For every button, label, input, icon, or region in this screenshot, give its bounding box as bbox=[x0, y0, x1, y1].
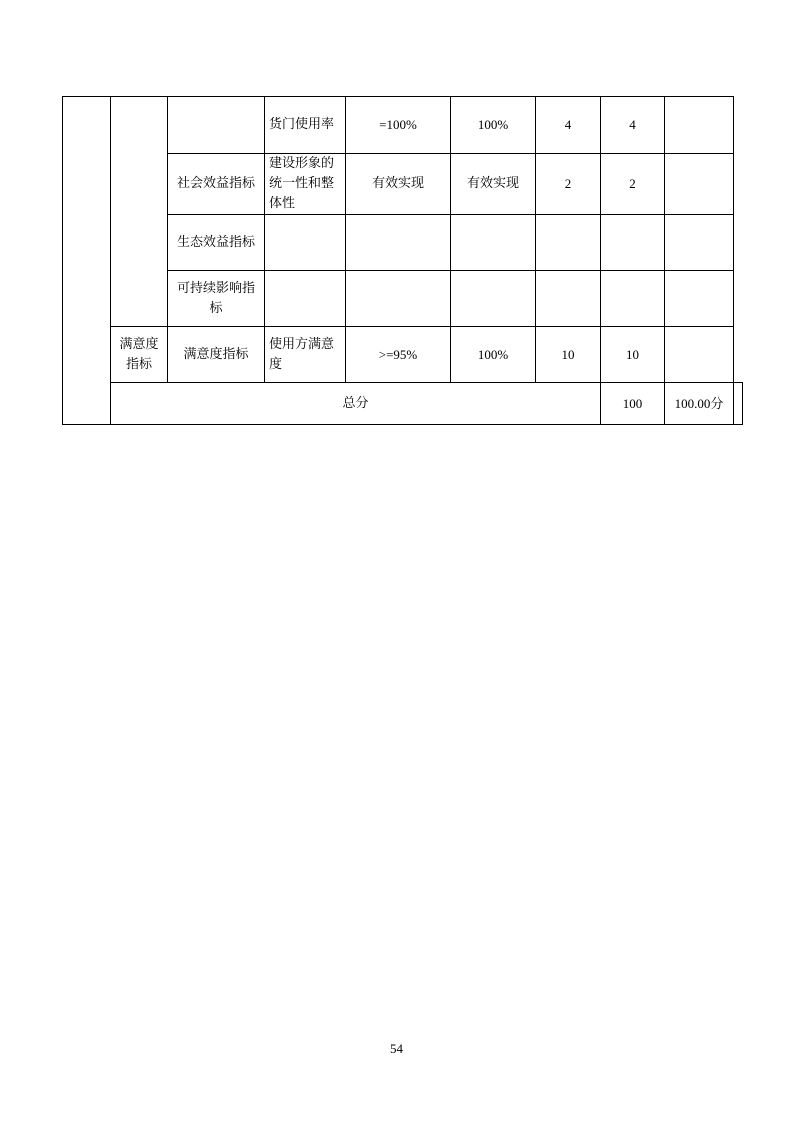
total-row bbox=[63, 383, 743, 425]
indicator-cell bbox=[168, 97, 265, 154]
weight-cell: 4 bbox=[536, 97, 601, 154]
weight-cell: 2 bbox=[536, 154, 601, 215]
weight-cell bbox=[536, 271, 601, 327]
category-cell: 满意度指标 bbox=[111, 327, 168, 383]
note-cell bbox=[665, 271, 734, 327]
indicator-cell: 生态效益指标 bbox=[168, 215, 265, 271]
target-cell: >=95% bbox=[346, 327, 451, 383]
note-cell bbox=[665, 215, 734, 271]
note-cell bbox=[665, 327, 734, 383]
target-cell: =100% bbox=[346, 97, 451, 154]
performance-table-wrap bbox=[62, 96, 743, 425]
score-cell: 2 bbox=[601, 154, 665, 215]
target-cell bbox=[346, 271, 451, 327]
indicator-cell: 社会效益指标 bbox=[168, 154, 265, 215]
target-cell bbox=[346, 215, 451, 271]
actual-cell bbox=[451, 271, 536, 327]
score-cell bbox=[601, 215, 665, 271]
weight-cell bbox=[536, 215, 601, 271]
actual-cell: 100% bbox=[451, 97, 536, 154]
actual-cell: 有效实现 bbox=[451, 154, 536, 215]
total-label: 总分 bbox=[111, 383, 601, 425]
performance-table bbox=[62, 96, 743, 425]
indicator-cell: 可持续影响指标 bbox=[168, 271, 265, 327]
metric-cell: 建设形象的统一性和整体性 bbox=[265, 154, 346, 215]
actual-cell bbox=[451, 215, 536, 271]
table-row bbox=[63, 327, 743, 383]
level2-cell bbox=[111, 97, 168, 327]
weight-cell: 10 bbox=[536, 327, 601, 383]
total-note bbox=[734, 383, 743, 425]
note-cell bbox=[665, 154, 734, 215]
score-cell bbox=[601, 271, 665, 327]
metric-cell bbox=[265, 271, 346, 327]
metric-cell bbox=[265, 215, 346, 271]
target-cell: 有效实现 bbox=[346, 154, 451, 215]
note-cell bbox=[665, 97, 734, 154]
total-score: 100.00分 bbox=[665, 383, 734, 425]
indicator-cell: 满意度指标 bbox=[168, 327, 265, 383]
score-cell: 4 bbox=[601, 97, 665, 154]
table-row bbox=[63, 97, 743, 154]
metric-cell: 使用方满意度 bbox=[265, 327, 346, 383]
actual-cell: 100% bbox=[451, 327, 536, 383]
score-cell: 10 bbox=[601, 327, 665, 383]
total-weight: 100 bbox=[601, 383, 665, 425]
page-number: 54 bbox=[390, 1041, 403, 1056]
level1-cell bbox=[63, 97, 111, 425]
metric-cell: 货门使用率 bbox=[265, 97, 346, 154]
